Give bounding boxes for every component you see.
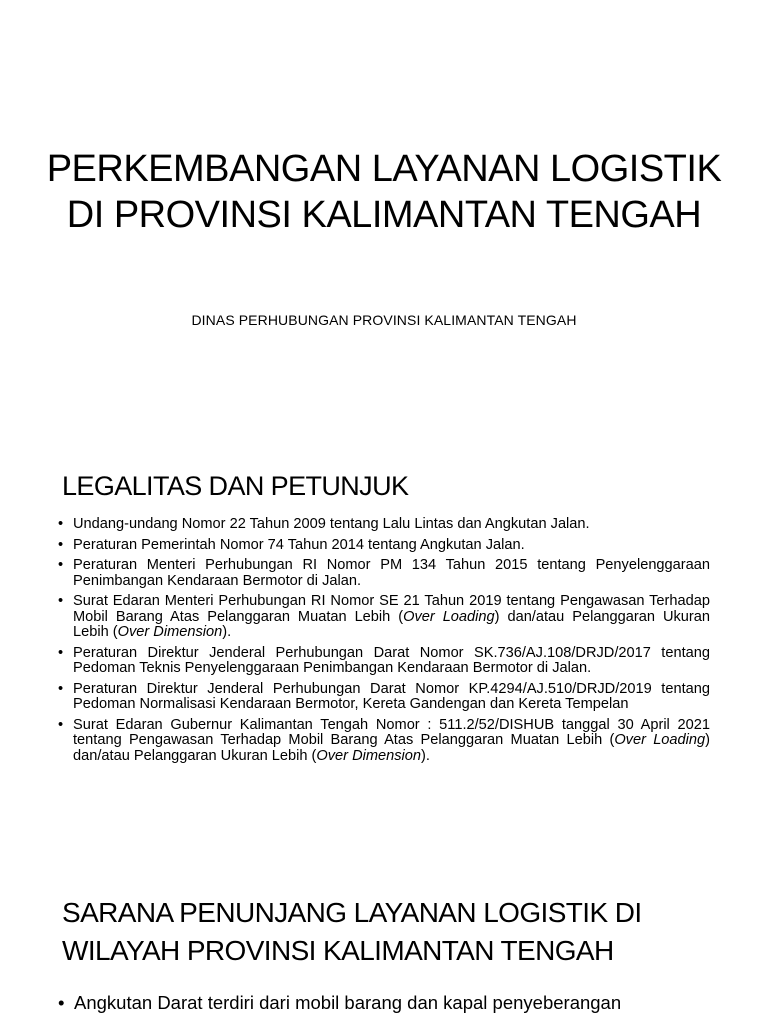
legal-item-1 bbox=[58, 517, 710, 533]
legal-item-2 bbox=[58, 538, 710, 554]
legal-item-5 bbox=[58, 646, 710, 677]
facilities-heading-line-1: SARANA PENUNJANG LAYANAN LOGISTIK DI bbox=[62, 897, 642, 928]
cover-slide bbox=[0, 0, 768, 420]
legal-item-2-text: Peraturan Pemerintah Nomor 74 Tahun 2014 tentang Angkutan Jalan. bbox=[73, 536, 525, 553]
legal-item-6-text: Peraturan Direktur Jenderal Perhubungan Darat Nomor KP.4294/AJ.510/DRJD/2019 tentang Pedoman Normalisasi Kendaraan Bermotor, Kereta Gandengan dan Kereta Tempelan bbox=[73, 680, 710, 712]
legal-item-3-text: Peraturan Menteri Perhubungan RI Nomor PM 134 Tahun 2015 tentang Penyelenggaraan Penimbangan Kendaraan Bermotor di Jalan. bbox=[73, 557, 710, 589]
cover-title-line-2: DI PROVINSI KALIMANTAN TENGAH bbox=[66, 194, 702, 236]
legal-item-4-text-a: Surat Edaran Menteri Perhubungan RI Nomor SE 21 Tahun 2019 tentang Pengawasan Terhadap Mobil Barang Atas Pelanggaran Muatan Lebih ( bbox=[73, 593, 710, 625]
cover-subtitle: DINAS PERHUBUNGAN PROVINSI KALIMANTAN TENGAH bbox=[191, 312, 577, 328]
facilities-heading-line-2: WILAYAH PROVINSI KALIMANTAN TENGAH bbox=[62, 935, 614, 966]
legal-item-7-text-b: ) dan/atau Pelanggaran Ukuran Lebih ( bbox=[73, 732, 711, 764]
legal-item-4-italic-b: Over Dimension bbox=[117, 624, 223, 640]
cover-title bbox=[20, 146, 748, 238]
legal-list bbox=[58, 517, 710, 769]
legal-item-4-italic-a: Over Loading bbox=[403, 608, 495, 625]
legal-heading: LEGALITAS DAN PETUNJUK bbox=[62, 471, 409, 501]
legal-item-7-text-a: Surat Edaran Gubernur Kalimantan Tengah Nomor : 511.2/52/DISHUB tanggal 30 April 2021 tentang Pengawasan Terhadap Mobil Barang Atas Pelanggaran Muatan Lebih ( bbox=[73, 716, 710, 748]
legal-item-3 bbox=[58, 558, 710, 589]
legal-item-4-text-c: ). bbox=[222, 624, 232, 640]
legal-item-5-text: Peraturan Direktur Jenderal Perhubungan Darat Nomor SK.736/AJ.108/DRJD/2017 tentang Pedoman Teknis Penyelenggaraan Penimbangan Kendaraan Bermotor di Jalan. bbox=[73, 644, 710, 676]
facilities-heading bbox=[62, 894, 722, 970]
facilities-list bbox=[58, 992, 710, 1019]
facilities-slide bbox=[0, 860, 768, 1024]
legal-item-1-text: Undang-undang Nomor 22 Tahun 2009 tentang Lalu Lintas dan Angkutan Jalan. bbox=[73, 516, 590, 532]
facilities-item-1-text: Angkutan Darat terdiri dari mobil barang dan kapal penyeberangan bbox=[74, 992, 622, 1013]
cover-title-line-1: PERKEMBANGAN LAYANAN LOGISTIK bbox=[46, 148, 722, 190]
legal-item-7-text-c: ). bbox=[421, 747, 430, 764]
legal-item-7-italic-a: Over Loading bbox=[614, 732, 706, 748]
legal-item-7-italic-b: Over Dimension bbox=[316, 747, 422, 764]
legal-item-7 bbox=[58, 718, 710, 765]
legal-item-6 bbox=[58, 682, 710, 713]
facilities-item-1 bbox=[58, 992, 710, 1014]
legal-item-4-text-b: ) dan/atau Pelanggaran Ukuran Lebih ( bbox=[73, 608, 710, 640]
legal-slide bbox=[0, 430, 768, 850]
legal-item-4 bbox=[58, 594, 710, 641]
